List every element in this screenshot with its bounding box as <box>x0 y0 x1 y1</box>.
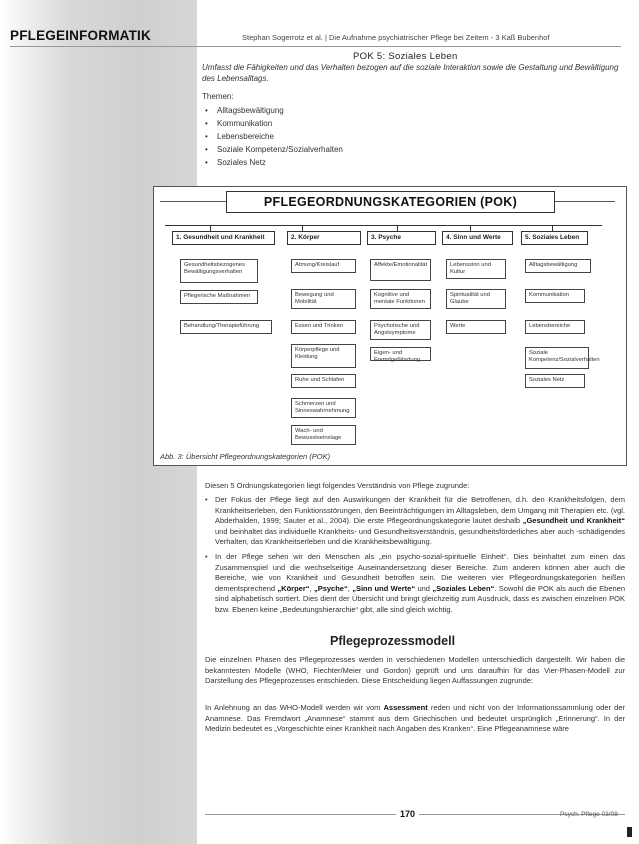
category-item: Körperpflege und Kleidung <box>291 344 356 368</box>
list-item: • Soziale Kompetenz/Sozialverhalten <box>205 143 343 156</box>
themes-list <box>205 104 343 169</box>
category-header-2: 2. Körper <box>287 231 361 245</box>
list-item: • Lebensbereiche <box>205 130 343 143</box>
emphasis: Assessment <box>383 703 428 712</box>
corner-mark <box>627 827 632 837</box>
category-item: Wach- und Bewusstseinslage <box>291 425 356 445</box>
header-rule <box>10 46 621 47</box>
body-bullets <box>205 495 625 616</box>
category-header-1: 1. Gesundheit und Krankheit <box>172 231 275 245</box>
category-item: Gesundheitsbezogenes Bewältigungsverhalten <box>180 259 258 283</box>
category-item: Kognitive und mentale Funktionen <box>370 289 431 309</box>
figure-title: PFLEGEORDNUNGSKATEGORIEN (POK) <box>226 191 555 213</box>
category-item: Spiritualität und Glaube <box>446 289 506 309</box>
category-item: Lebenssinn und Kultur <box>446 259 506 279</box>
category-item: Alltagsbewältigung <box>525 259 591 273</box>
list-item: • Alltagsbewältigung <box>205 104 343 117</box>
section-title: POK 5: Soziales Leben <box>353 51 458 62</box>
category-item: Eigen- und Fremdgefährdung <box>370 347 431 361</box>
body-lead: Diesen 5 Ordnungskategorien liegt folgendes Verständnis von Pflege zugrunde: <box>205 481 470 490</box>
list-item: • Kommunikation <box>205 117 343 130</box>
category-item: Affekte/Emotionalität <box>370 259 431 281</box>
category-header-4: 4. Sinn und Werte <box>442 231 513 245</box>
category-item: Atmung/Kreislauf <box>291 259 356 273</box>
category-item: Schmerzen und Sinneswahrnehmung <box>291 398 356 418</box>
emphasis: „Gesundheit und Krankheit“ <box>522 516 626 526</box>
emphasis: „Soziales Leben“ <box>432 583 495 593</box>
running-head: Stephan Sogerrotz et al. | Die Aufnahme psychiatrischer Pflege bei Zeitem - 3 Kaß Bubenhof <box>242 33 550 42</box>
body-paragraph: In Anlehnung an das WHO-Modell werden wir vom Assessment reden und nicht von der Informationssammlung oder der Anamnese. Das Fremdwort „Anamnese“ stammt aus dem Griechischen und bedeutet ursprünglich „Erinnerung“. In der Medizin bedeutet es „Vorgeschichte einer Krankheit nach Angaben des Kranken“. Eine Pflegeanamnese wäre <box>205 703 625 734</box>
category-item: Pflegerische Maßnahmen <box>180 290 258 304</box>
category-item: Lebensbereiche <box>525 320 585 334</box>
category-header-3: 3. Psyche <box>367 231 436 245</box>
themes-label: Themen: <box>202 92 234 101</box>
section-heading: Pflegeprozessmodell <box>330 634 456 648</box>
category-item: Bewegung und Mobilität <box>291 289 356 309</box>
category-header-5: 5. Soziales Leben <box>521 231 588 245</box>
emphasis: „Psyche“ <box>313 583 348 593</box>
category-item: Soziales Netz <box>525 374 585 388</box>
list-item: • Der Fokus der Pflege liegt auf den Auswirkungen der Krankheit für die Betroffenen, d.h. den Krankheitsfolgen, dem Krankheitserleben, den Funktionsstörungen, den Beeinträchtigungen im Alltagsleben, dem Umgang mit Therapien etc. (vgl. Abderhalden, 1999; Sauter et al., 2004). Die erste Pflegeordnungskategorie lautet deshalb „Gesundheit und Krankheit“ und beinhaltet das individuelle Krankheits- und Gesundheitsverständnis, gesundheitsförderliches aber auch -schädigendes Verhalten, das Krankheitserleben und die Krankheitsbewältigung. <box>205 495 625 548</box>
category-item: Werte <box>446 320 506 334</box>
journal-name: PFLEGEINFORMATIK <box>10 28 151 43</box>
category-item: Essen und Trinken <box>291 320 356 334</box>
body-paragraph: Die einzelnen Phasen des Pflegeprozesses werden in verschiedenen Modellen unterschiedlich dargestellt. Wir haben die bekanntesten Modelle (WHO, Fiechter/Meier und Gordon) geprüft und uns daraufhin für das Vier-Phasen-Modell zur Darstellung des Pflegeprozesses entschieden. Diese Entscheidung liegen Auffassungen zugrunde: <box>205 655 625 686</box>
list-item: • In der Pflege sehen wir den Menschen als „ein psycho-sozial-spirituelle Einheit“. Dies beinhaltet zum einen das Zusammenspiel und die wechselseitige Auseinandersetzung dieser Bereiche. Zum anderen können aber auch die Bereiche, wie von Krankheit und Gesundheit betroffen sein. Die weiteren vier Pflegeordnungskategorien heißen dementsprechend „Körper“, „Psyche“, „Sinn und Werte“ und „Soziales Leben“. Sowohl die POK als auch die Ebenen sind alphabetisch sortiert. Dies dient der Übersicht und bringt gleichzeitig zum Ausdruck, dass es zwischen einzelnen POK bzw. Ebenen keine „Bedeutungshierarchie“ gibt, alle sind gleich wichtig. <box>205 552 625 616</box>
figure-connector-line <box>165 225 602 226</box>
footer-source: Psych. Pflege 03/08 <box>560 811 618 818</box>
emphasis: „Körper“ <box>277 583 310 593</box>
emphasis: „Sinn und Werte“ <box>352 583 416 593</box>
section-intro: Umfasst die Fähigkeiten und das Verhalten bezogen auf die soziale Interaktion sowie die Gestaltung und Bewältigung des Lebensalltags. <box>202 63 619 83</box>
category-item: Soziale Kompetenz/Sozialverhalten <box>525 347 589 369</box>
category-item: Kommunikation <box>525 289 585 303</box>
page-number: 170 <box>396 809 419 819</box>
category-item: Behandlung/Therapieführung <box>180 320 272 334</box>
figure-caption: Abb. 3: Übersicht Pflegeordnungskategorien (POK) <box>160 452 331 461</box>
list-item: • Soziales Netz <box>205 156 343 169</box>
category-item: Psychotische und Angstsymptome <box>370 320 431 340</box>
category-item: Ruhe und Schlafen <box>291 374 356 388</box>
